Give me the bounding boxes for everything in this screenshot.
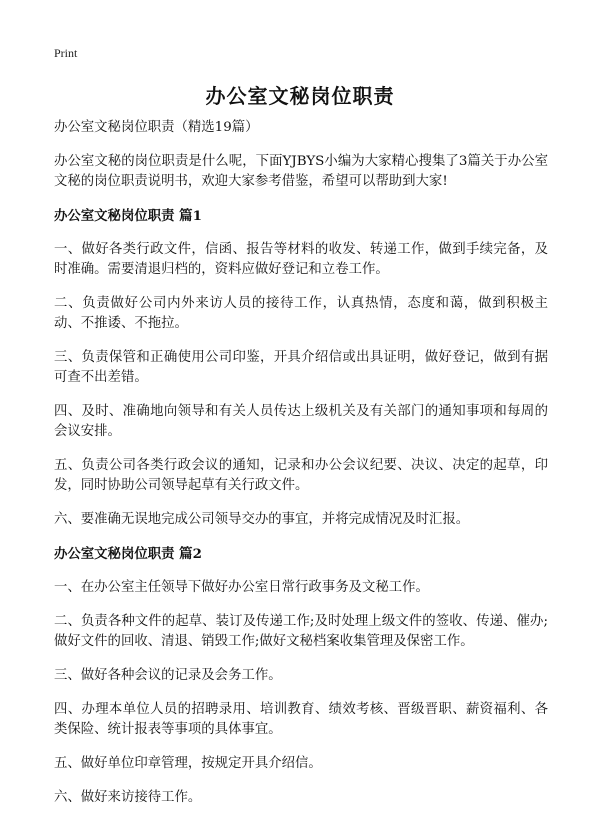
duty-item: 五、负责公司各类行政会议的通知，记录和办公会议纪要、决议、决定的起草，印发，同时协助公司领导起草有关行政文件。 — [54, 458, 548, 493]
section-heading: 办公室文秘岗位职责 篇1 — [54, 208, 202, 224]
duty-item: 二、负责各种文件的起草、装订及传递工作;及时处理上级文件的签收、传递、催办;做好文件的回收、清退、销毁工作;做好文秘档案收集管理及保密工作。 — [54, 614, 548, 649]
print-link[interactable]: Print — [54, 46, 78, 60]
section-heading: 办公室文秘岗位职责 篇2 — [54, 546, 202, 562]
duty-item: 三、负责保管和正确使用公司印鉴，开具介绍信或出具证明，做好登记，做到有据可查不出差错。 — [54, 350, 548, 385]
intro-description: 办公室文秘的岗位职责是什么呢，下面YJBYS小编为大家精心搜集了3篇关于办公室文秘的岗位职责说明书，欢迎大家参考借鉴，希望可以帮助到大家! — [54, 154, 548, 189]
duty-item: 四、及时、准确地向领导和有关人员传达上级机关及有关部门的通知事项和每周的会议安排。 — [54, 404, 548, 439]
document-body — [54, 118, 548, 822]
duty-item: 二、负责做好公司内外来访人员的接待工作，认真热情，态度和蔼，做到积极主动、不推诿、不拖拉。 — [54, 296, 548, 331]
duty-item: 一、在办公室主任领导下做好办公室日常行政事务及文秘工作。 — [54, 580, 429, 595]
duty-item: 三、做好各种会议的记录及会务工作。 — [54, 668, 282, 683]
duty-item: 五、做好单位印章管理，按规定开具介绍信。 — [54, 756, 322, 771]
duty-item: 四、办理本单位人员的招聘录用、培训教育、绩效考核、晋级晋职、薪资福利、各类保险、统计报表等事项的具体事宜。 — [54, 702, 548, 737]
duty-item: 六、要准确无误地完成公司领导交办的事宜，并将完成情况及时汇报。 — [54, 512, 470, 527]
page-title: 办公室文秘岗位职责 — [205, 84, 395, 108]
duty-item: 六、做好来访接待工作。 — [54, 790, 202, 805]
intro-subtitle: 办公室文秘岗位职责（精选19篇） — [54, 120, 259, 135]
duty-item: 一、做好各类行政文件，信函、报告等材料的收发、转递工作，做到手续完备，及时准确。需要清退归档的，资料应做好登记和立卷工作。 — [54, 242, 548, 277]
